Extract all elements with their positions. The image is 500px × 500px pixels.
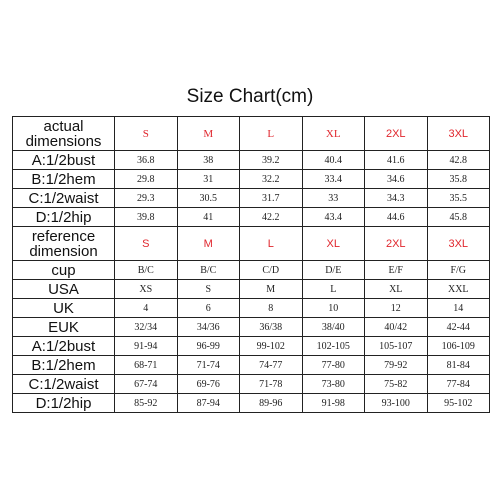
table-cell: XL: [365, 280, 428, 299]
table-cell: 87-94: [177, 394, 240, 413]
actual-dimensions-label: [13, 117, 115, 151]
table-cell: 4: [115, 299, 178, 318]
table-cell: XXL: [427, 280, 490, 299]
table-row: [13, 337, 490, 356]
table-row: [13, 356, 490, 375]
table-cell: 91-94: [115, 337, 178, 356]
table-cell: L: [302, 280, 365, 299]
table-cell: M: [240, 280, 303, 299]
table-cell: 89-96: [240, 394, 303, 413]
table-cell: 81-84: [427, 356, 490, 375]
row-label: USA: [13, 280, 115, 299]
table-cell: 36/38: [240, 318, 303, 337]
table-row: [13, 318, 490, 337]
table-cell: 40.4: [302, 151, 365, 170]
table-cell: 106-109: [427, 337, 490, 356]
table-cell: 71-78: [240, 375, 303, 394]
size-chart-table: [12, 116, 490, 413]
size-header-3xl: 3XL: [427, 117, 490, 151]
table-cell: 33.4: [302, 170, 365, 189]
table-cell: 42-44: [427, 318, 490, 337]
size-header-m: M: [177, 117, 240, 151]
row-label: cup: [13, 261, 115, 280]
table-cell: 93-100: [365, 394, 428, 413]
table-cell: 32/34: [115, 318, 178, 337]
table-cell: 39.2: [240, 151, 303, 170]
table-cell: 44.6: [365, 208, 428, 227]
table-cell: 73-80: [302, 375, 365, 394]
size-header-s: S: [115, 117, 178, 151]
table-row: [13, 394, 490, 413]
row-label: B:1/2hem: [13, 170, 115, 189]
table-cell: 30.5: [177, 189, 240, 208]
table-cell: XS: [115, 280, 178, 299]
table-cell: C/D: [240, 261, 303, 280]
table-row: [13, 261, 490, 280]
reference-dimension-label: [13, 227, 115, 261]
table-cell: 42.2: [240, 208, 303, 227]
table-cell: 45.8: [427, 208, 490, 227]
row-label: UK: [13, 299, 115, 318]
table-cell: S: [177, 280, 240, 299]
table-cell: B/C: [177, 261, 240, 280]
row-label: C:1/2waist: [13, 189, 115, 208]
table-cell: 10: [302, 299, 365, 318]
actual-dimensions-line2: dimensions: [25, 132, 102, 150]
table-row: [13, 299, 490, 318]
row-label: D:1/2hip: [13, 394, 115, 413]
table-row: [13, 151, 490, 170]
row-label: A:1/2bust: [13, 151, 115, 170]
actual-header-row: [13, 117, 490, 151]
table-cell: 41.6: [365, 151, 428, 170]
size-header-xl: XL: [302, 117, 365, 151]
table-cell: 74-77: [240, 356, 303, 375]
table-cell: 75-82: [365, 375, 428, 394]
table-cell: 71-74: [177, 356, 240, 375]
table-cell: 6: [177, 299, 240, 318]
table-cell: 69-76: [177, 375, 240, 394]
table-cell: 40/42: [365, 318, 428, 337]
reference-dimension-line2: dimension: [29, 242, 98, 260]
table-cell: 35.8: [427, 170, 490, 189]
table-cell: 79-92: [365, 356, 428, 375]
size-header-s: S: [115, 227, 178, 261]
table-cell: 77-80: [302, 356, 365, 375]
row-label: B:1/2hem: [13, 356, 115, 375]
table-cell: 34.6: [365, 170, 428, 189]
table-row: [13, 189, 490, 208]
table-cell: 42.8: [427, 151, 490, 170]
table-cell: 38: [177, 151, 240, 170]
reference-dimension-line1: reference: [31, 227, 96, 245]
table-cell: 12: [365, 299, 428, 318]
size-header-2xl: 2XL: [365, 227, 428, 261]
table-cell: F/G: [427, 261, 490, 280]
row-label: EUK: [13, 318, 115, 337]
size-header-3xl: 3XL: [427, 227, 490, 261]
row-label: A:1/2bust: [13, 337, 115, 356]
table-cell: 91-98: [302, 394, 365, 413]
table-cell: 34/36: [177, 318, 240, 337]
table-cell: 35.5: [427, 189, 490, 208]
table-row: [13, 280, 490, 299]
table-cell: 102-105: [302, 337, 365, 356]
table-cell: 31: [177, 170, 240, 189]
table-cell: 14: [427, 299, 490, 318]
table-cell: 67-74: [115, 375, 178, 394]
size-header-l: L: [240, 227, 303, 261]
table-cell: 105-107: [365, 337, 428, 356]
size-header-m: M: [177, 227, 240, 261]
page-title: Size Chart(cm): [186, 86, 314, 107]
table-cell: 36.8: [115, 151, 178, 170]
table-cell: 41: [177, 208, 240, 227]
table-cell: E/F: [365, 261, 428, 280]
table-cell: 38/40: [302, 318, 365, 337]
table-cell: 32.2: [240, 170, 303, 189]
table-cell: 43.4: [302, 208, 365, 227]
actual-dimensions-line1: actual: [43, 117, 84, 135]
table-cell: 29.3: [115, 189, 178, 208]
table-row: [13, 170, 490, 189]
table-cell: 95-102: [427, 394, 490, 413]
table-cell: 99-102: [240, 337, 303, 356]
table-cell: 85-92: [115, 394, 178, 413]
size-header-xl: XL: [302, 227, 365, 261]
table-row: [13, 375, 490, 394]
table-row: [13, 208, 490, 227]
row-label: D:1/2hip: [13, 208, 115, 227]
table-cell: B/C: [115, 261, 178, 280]
table-cell: 8: [240, 299, 303, 318]
size-header-2xl: 2XL: [365, 117, 428, 151]
table-cell: 33: [302, 189, 365, 208]
table-cell: D/E: [302, 261, 365, 280]
row-label: C:1/2waist: [13, 375, 115, 394]
table-cell: 29.8: [115, 170, 178, 189]
table-cell: 77-84: [427, 375, 490, 394]
reference-header-row: [13, 227, 490, 261]
table-cell: 39.8: [115, 208, 178, 227]
table-cell: 96-99: [177, 337, 240, 356]
table-cell: 34.3: [365, 189, 428, 208]
table-cell: 68-71: [115, 356, 178, 375]
size-header-l: L: [240, 117, 303, 151]
table-cell: 31.7: [240, 189, 303, 208]
